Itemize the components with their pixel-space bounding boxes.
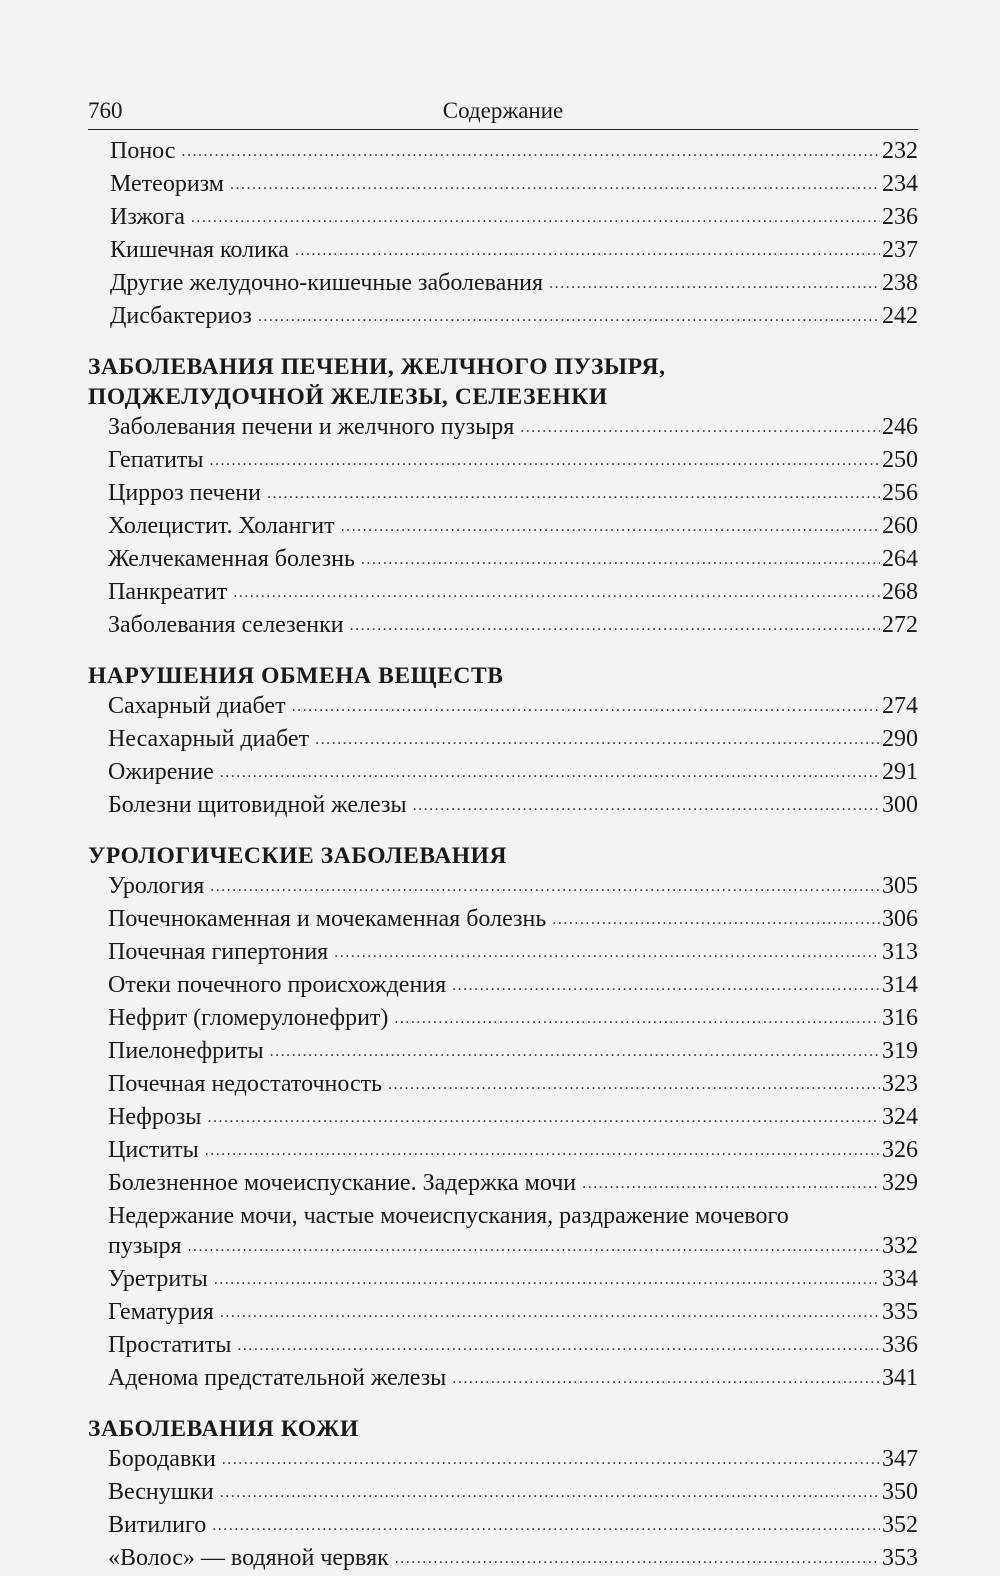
entry-title: Холецистит. Холангит — [108, 513, 335, 539]
dot-leader — [212, 1511, 880, 1541]
toc-entry[interactable] — [88, 301, 918, 334]
toc-entry[interactable] — [88, 1477, 918, 1510]
entry-page: 334 — [882, 1266, 918, 1292]
toc-entry[interactable] — [88, 235, 918, 268]
dot-leader — [549, 269, 880, 299]
toc-entry[interactable] — [88, 577, 918, 610]
entry-title-line1: Недержание мочи, частые мочеиспускания, раздражение мочевого — [108, 1203, 789, 1229]
dot-leader — [295, 236, 880, 266]
entry-page: 236 — [882, 204, 918, 230]
entry-page: 268 — [882, 579, 918, 605]
entry-page: 329 — [882, 1170, 918, 1196]
toc-entry[interactable] — [88, 445, 918, 478]
entry-page: 350 — [882, 1479, 918, 1505]
entry-title: Витилиго — [108, 1512, 207, 1538]
entry-page: 242 — [882, 303, 918, 329]
toc-entry[interactable] — [88, 724, 918, 757]
dot-leader — [230, 170, 880, 200]
toc-entry[interactable] — [88, 1036, 918, 1069]
entry-page: 264 — [882, 546, 918, 572]
toc-entry[interactable] — [88, 1363, 918, 1396]
entry-page: 238 — [882, 270, 918, 296]
entry-title: Гематурия — [108, 1299, 214, 1325]
toc-entry[interactable] — [88, 268, 918, 301]
dot-leader — [205, 1136, 880, 1166]
dot-leader — [520, 413, 880, 443]
entry-page: 250 — [882, 447, 918, 473]
entry-title: Ожирение — [108, 759, 214, 785]
toc-entry[interactable] — [88, 1510, 918, 1543]
entry-page: 256 — [882, 480, 918, 506]
dot-leader — [341, 512, 880, 542]
dot-leader — [582, 1169, 880, 1199]
entry-page: 300 — [882, 792, 918, 818]
entry-title: Сахарный диабет — [108, 693, 286, 719]
dot-leader — [214, 1265, 880, 1295]
toc-entry[interactable] — [88, 136, 918, 169]
toc-entry-wrapped[interactable] — [88, 1201, 918, 1264]
dot-leader — [220, 1478, 880, 1508]
entry-title: Веснушки — [108, 1479, 214, 1505]
dot-leader — [270, 1037, 880, 1067]
toc-section-urology — [88, 841, 918, 1396]
entry-page: 306 — [882, 906, 918, 932]
dot-leader — [267, 479, 880, 509]
entry-title: Почечнокаменная и мочекаменная болезнь — [108, 906, 547, 932]
toc-entry[interactable] — [88, 1330, 918, 1363]
entry-page: 319 — [882, 1038, 918, 1064]
dot-leader — [188, 1232, 881, 1262]
toc-page — [88, 96, 918, 1576]
page-number: 760 — [88, 98, 123, 123]
dot-leader — [181, 137, 880, 167]
entry-title: Панкреатит — [108, 579, 228, 605]
dot-leader — [452, 971, 880, 1001]
dot-leader — [413, 791, 880, 821]
dot-leader — [210, 446, 880, 476]
toc-entry[interactable] — [88, 970, 918, 1003]
section-heading: УРОЛОГИЧЕСКИЕ ЗАБОЛЕВАНИЯ — [88, 843, 508, 869]
dot-leader — [350, 611, 880, 641]
toc-entry[interactable] — [88, 1168, 918, 1201]
entry-title: Метеоризм — [110, 171, 224, 197]
dot-leader — [452, 1364, 880, 1394]
entry-title: Уретриты — [108, 1266, 208, 1292]
entry-page: 336 — [882, 1332, 918, 1358]
entry-title: Цирроз печени — [108, 480, 261, 506]
toc-section-continued — [88, 136, 918, 334]
dot-leader — [394, 1004, 880, 1034]
toc-entry[interactable] — [88, 904, 918, 937]
entry-title: Почечная недостаточность — [108, 1071, 383, 1097]
entry-title: Нефрозы — [108, 1104, 202, 1130]
toc-entry[interactable] — [88, 412, 918, 445]
entry-title: Болезненное мочеиспускание. Задержка мочи — [108, 1170, 577, 1196]
dot-leader — [388, 1070, 880, 1100]
toc-entry[interactable] — [88, 871, 918, 904]
toc-entry[interactable] — [88, 1444, 918, 1477]
entry-page: 326 — [882, 1137, 918, 1163]
entry-title: Аденома предстательной железы — [108, 1365, 447, 1391]
dot-leader — [361, 545, 880, 575]
entry-title: Гепатиты — [108, 447, 204, 473]
dot-leader — [334, 938, 880, 968]
dot-leader — [292, 692, 880, 722]
toc-entry[interactable] — [88, 544, 918, 577]
entry-page: 313 — [882, 939, 918, 965]
entry-title: Другие желудочно-кишечные заболевания — [110, 270, 544, 296]
dot-leader — [258, 302, 880, 332]
entry-page: 234 — [882, 171, 918, 197]
entry-page: 305 — [882, 873, 918, 899]
entry-page: 353 — [882, 1545, 918, 1571]
entry-title: «Волос» — водяной червяк — [108, 1545, 389, 1571]
dot-leader — [222, 1445, 880, 1475]
toc-entry[interactable] — [88, 1069, 918, 1102]
entry-title: Урология — [108, 873, 205, 899]
toc-entry[interactable] — [88, 1135, 918, 1168]
dot-leader — [207, 1103, 880, 1133]
entry-title: Заболевания селезенки — [108, 612, 344, 638]
toc-entry[interactable] — [88, 1003, 918, 1036]
entry-title: Почечная гипертония — [108, 939, 329, 965]
entry-page: 237 — [882, 237, 918, 263]
entry-page: 272 — [882, 612, 918, 638]
dot-leader — [210, 872, 880, 902]
entry-page: 335 — [882, 1299, 918, 1325]
running-header — [88, 96, 918, 130]
section-heading: ЗАБОЛЕВАНИЯ КОЖИ — [88, 1416, 359, 1442]
toc-entry[interactable] — [88, 757, 918, 790]
toc-entry[interactable] — [88, 937, 918, 970]
entry-page: 274 — [882, 693, 918, 719]
toc-section-skin — [88, 1414, 918, 1576]
toc-section-liver — [88, 352, 918, 643]
toc-entry[interactable] — [88, 790, 918, 823]
entry-title: Нефрит (гломерулонефрит) — [108, 1005, 389, 1031]
entry-page: 291 — [882, 759, 918, 785]
entry-title: Несахарный диабет — [108, 726, 310, 752]
dot-leader — [233, 578, 880, 608]
section-heading: НАРУШЕНИЯ ОБМЕНА ВЕЩЕСТВ — [88, 663, 504, 689]
entry-title: Пиелонефриты — [108, 1038, 264, 1064]
entry-page: 347 — [882, 1446, 918, 1472]
header-title: Содержание — [442, 98, 564, 123]
dot-leader — [220, 1298, 880, 1328]
toc-entry[interactable] — [88, 1264, 918, 1297]
toc-entry[interactable] — [88, 202, 918, 235]
entry-page: 316 — [882, 1005, 918, 1031]
entry-page: 341 — [882, 1365, 918, 1391]
entry-page: 314 — [882, 972, 918, 998]
entry-title: Понос — [110, 138, 176, 164]
dot-leader — [552, 905, 880, 935]
entry-title: Болезни щитовидной железы — [108, 792, 407, 818]
entry-page: 232 — [882, 138, 918, 164]
entry-page: 260 — [882, 513, 918, 539]
entry-title: Простатиты — [108, 1332, 232, 1358]
entry-page: 290 — [882, 726, 918, 752]
entry-page: 323 — [882, 1071, 918, 1097]
section-heading: ПОДЖЕЛУДОЧНОЙ ЖЕЛЕЗЫ, СЕЛЕЗЕНКИ — [88, 384, 608, 410]
toc-entry[interactable] — [88, 511, 918, 544]
entry-title: Изжога — [110, 204, 185, 230]
toc-entry[interactable] — [88, 1297, 918, 1330]
entry-title-line2: пузыря — [108, 1233, 182, 1259]
dot-leader — [395, 1544, 880, 1574]
entry-title: Отеки почечного происхождения — [108, 972, 447, 998]
entry-page: 246 — [882, 414, 918, 440]
entry-title: Заболевания печени и желчного пузыря — [108, 414, 515, 440]
toc-section-metabolism — [88, 661, 918, 823]
entry-title: Кишечная колика — [110, 237, 289, 263]
entry-title: Желчекаменная болезнь — [108, 546, 355, 572]
toc-entry[interactable] — [88, 478, 918, 511]
dot-leader — [191, 203, 880, 233]
entry-title: Дисбактериоз — [110, 303, 252, 329]
entry-page: 332 — [882, 1233, 918, 1259]
dot-leader — [237, 1331, 880, 1361]
entry-page: 352 — [882, 1512, 918, 1538]
dot-leader — [315, 725, 880, 755]
toc-entry[interactable] — [88, 691, 918, 724]
toc-entry[interactable] — [88, 610, 918, 643]
dot-leader — [220, 758, 880, 788]
entry-title: Циститы — [108, 1137, 199, 1163]
section-heading: ЗАБОЛЕВАНИЯ ПЕЧЕНИ, ЖЕЛЧНОГО ПУЗЫРЯ, — [88, 354, 666, 380]
entry-page: 324 — [882, 1104, 918, 1130]
toc-entry[interactable] — [88, 1102, 918, 1135]
toc-entry[interactable] — [88, 169, 918, 202]
entry-title-line2-row — [108, 1231, 918, 1264]
entry-title: Бородавки — [108, 1446, 216, 1472]
